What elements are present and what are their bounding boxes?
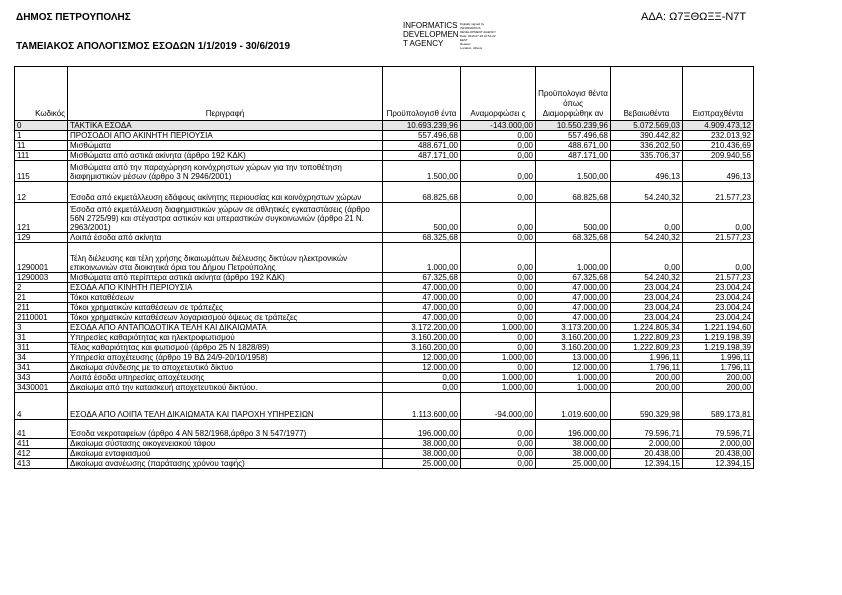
row-amendments: 0,00 <box>461 313 536 323</box>
row-code: 121 <box>15 203 68 233</box>
table-row <box>15 121 754 131</box>
row-amendments: 0,00 <box>461 293 536 303</box>
row-collected: 200,00 <box>683 373 754 383</box>
row-code: 412 <box>15 449 68 459</box>
row-certified: 1.796,11 <box>611 363 683 373</box>
row-certified: 1.222.809,23 <box>611 343 683 353</box>
row-collected: 210.436,69 <box>683 141 754 151</box>
row-final-budget: 1.500,00 <box>536 161 611 182</box>
row-description: Υπηρεσία αποχέτευσης (άρθρο 19 ΒΔ 24/9-20/10/1958) <box>68 353 383 363</box>
row-description: Δικαίωμα σύστασης οικογενειακού τάφου <box>68 439 383 449</box>
revenue-ledger-table <box>14 66 754 469</box>
signature-detail-line: Date: 2019.07.18 10:51:22 <box>460 34 496 38</box>
row-certified: 1.222.809,23 <box>611 333 683 343</box>
row-amendments: 0,00 <box>461 243 536 273</box>
row-certified: 0,00 <box>611 203 683 233</box>
row-code: 12 <box>15 182 68 203</box>
digital-signature-stamp <box>403 22 533 62</box>
row-final-budget: 38.000,00 <box>536 449 611 459</box>
row-amendments: -143.000,00 <box>461 121 536 131</box>
row-amendments: 0,00 <box>461 363 536 373</box>
signature-detail-line: Reason: <box>460 42 472 46</box>
row-budgeted: 68.325,68 <box>383 233 461 243</box>
signature-detail-line: Digitally signed by <box>460 22 485 26</box>
row-final-budget: 500,00 <box>536 203 611 233</box>
table-row <box>15 141 754 151</box>
row-final-budget: 10.550.239,96 <box>536 121 611 131</box>
table-row <box>15 393 754 420</box>
ada-code: ΑΔΑ: Ω7ΞΘΩΞΞ-Ν7Τ <box>641 11 747 23</box>
row-description: Υπηρεσίες καθαριότητας και ηλεκτροφωτισμού <box>68 333 383 343</box>
row-description: Τόκοι χρηματικών καταθέσεων σε τράπεζες <box>68 303 383 313</box>
row-budgeted: 1.113.600,00 <box>383 393 461 420</box>
row-final-budget: 3.173.200,00 <box>536 323 611 333</box>
row-amendments: -94.000,00 <box>461 393 536 420</box>
row-budgeted: 25.000,00 <box>383 459 461 469</box>
row-certified: 54.240,32 <box>611 233 683 243</box>
row-code: 34 <box>15 353 68 363</box>
row-amendments: 0,00 <box>461 182 536 203</box>
row-final-budget: 12.000,00 <box>536 363 611 373</box>
row-description: ΕΣΟΔΑ ΑΠΟ ΑΝΤΑΠΟΔΟΤΙΚΑ ΤΕΛΗ ΚΑΙ ΔΙΚΑΙΩΜΑΤΑ <box>68 323 383 333</box>
row-amendments: 1.000,00 <box>461 373 536 383</box>
table-row <box>15 449 754 459</box>
table-row <box>15 303 754 313</box>
table-row <box>15 233 754 243</box>
table-row <box>15 373 754 383</box>
row-collected: 23.004,24 <box>683 313 754 323</box>
row-code: 41 <box>15 420 68 439</box>
row-certified: 200,00 <box>611 373 683 383</box>
row-budgeted: 47.000,00 <box>383 313 461 323</box>
table-row <box>15 459 754 469</box>
table-row <box>15 243 754 273</box>
row-final-budget: 1.000,00 <box>536 243 611 273</box>
row-final-budget: 196.000,00 <box>536 420 611 439</box>
table-row <box>15 313 754 323</box>
row-collected: 496,13 <box>683 161 754 182</box>
row-final-budget: 47.000,00 <box>536 303 611 313</box>
row-certified: 5.072.569,03 <box>611 121 683 131</box>
row-final-budget: 47.000,00 <box>536 313 611 323</box>
column-header-code: Κωδικός <box>15 67 68 121</box>
row-collected: 1.996,11 <box>683 353 754 363</box>
signature-detail-line: INFORMATICS <box>460 26 481 30</box>
signature-detail-line: Location: Athens <box>460 46 483 50</box>
row-collected: 79.596,71 <box>683 420 754 439</box>
row-description: Λοιπά έσοδα από ακίνητα <box>68 233 383 243</box>
row-amendments: 0,00 <box>461 233 536 243</box>
row-code: 129 <box>15 233 68 243</box>
row-description: Μισθώματα από την παραχώρηση κοινόχρηστων χώρων για την τοποθέτηση διαφημιστικών μέσων (άρθρο 3 Ν 2946/2001) <box>68 161 383 182</box>
row-certified: 2.000,00 <box>611 439 683 449</box>
row-budgeted: 487.171,00 <box>383 151 461 161</box>
organization-name: ΔΗΜΟΣ ΠΕΤΡΟΥΠΟΛΗΣ <box>16 12 131 23</box>
row-amendments: 0,00 <box>461 303 536 313</box>
signature-detail-line: EEST <box>460 38 468 42</box>
row-collected: 4.909.473,12 <box>683 121 754 131</box>
row-code: 413 <box>15 459 68 469</box>
table-row <box>15 182 754 203</box>
row-code: 311 <box>15 343 68 353</box>
row-code: 21 <box>15 293 68 303</box>
row-budgeted: 47.000,00 <box>383 283 461 293</box>
row-budgeted: 38.000,00 <box>383 439 461 449</box>
row-budgeted: 68.825,68 <box>383 182 461 203</box>
row-certified: 390.442,82 <box>611 131 683 141</box>
row-certified: 23.004,24 <box>611 313 683 323</box>
column-header-collected: Εισπραχθέντα <box>683 67 754 121</box>
row-final-budget: 13.000,00 <box>536 353 611 363</box>
row-budgeted: 67.325,68 <box>383 273 461 283</box>
table-row <box>15 363 754 373</box>
row-certified: 1.996,11 <box>611 353 683 363</box>
row-final-budget: 25.000,00 <box>536 459 611 469</box>
row-description: Δικαίωμα σύνδεσης με το αποχετευτικό δίκτυο <box>68 363 383 373</box>
row-amendments: 0,00 <box>461 343 536 353</box>
row-code: 1 <box>15 131 68 141</box>
row-amendments: 0,00 <box>461 131 536 141</box>
row-amendments: 1.000,00 <box>461 353 536 363</box>
table-row <box>15 131 754 141</box>
row-budgeted: 3.160.200,00 <box>383 333 461 343</box>
row-description: ΤΑΚΤΙΚΑ ΕΣΟΔΑ <box>68 121 383 131</box>
row-certified: 79.596,71 <box>611 420 683 439</box>
row-final-budget: 1.000,00 <box>536 373 611 383</box>
row-certified: 23.004,24 <box>611 293 683 303</box>
row-code: 341 <box>15 363 68 373</box>
table-row <box>15 293 754 303</box>
row-certified: 54.240,32 <box>611 182 683 203</box>
row-amendments: 1.000,00 <box>461 383 536 393</box>
row-collected: 21.577,23 <box>683 233 754 243</box>
row-certified: 496,13 <box>611 161 683 182</box>
row-code: 11 <box>15 141 68 151</box>
row-amendments: 0,00 <box>461 161 536 182</box>
row-code: 115 <box>15 161 68 182</box>
row-code: 111 <box>15 151 68 161</box>
row-final-budget: 47.000,00 <box>536 293 611 303</box>
row-budgeted: 488.671,00 <box>383 141 461 151</box>
row-code: 1290001 <box>15 243 68 273</box>
column-header-budgeted: Προϋπολογισθ έντα <box>383 67 461 121</box>
row-collected: 23.004,24 <box>683 283 754 293</box>
table-row <box>15 273 754 283</box>
row-amendments: 0,00 <box>461 333 536 343</box>
table-row <box>15 203 754 233</box>
row-amendments: 0,00 <box>461 420 536 439</box>
row-description: Λοιπά έσοδα υπηρεσίας αποχέτευσης <box>68 373 383 383</box>
row-budgeted: 1.500,00 <box>383 161 461 182</box>
row-budgeted: 3.172.200,00 <box>383 323 461 333</box>
row-collected: 0,00 <box>683 203 754 233</box>
row-code: 2110001 <box>15 313 68 323</box>
table-row <box>15 353 754 363</box>
row-description: Δικαίωμα ανανέωσης (παράτασης χρόνου ταφής) <box>68 459 383 469</box>
row-code: 0 <box>15 121 68 131</box>
row-collected: 23.004,24 <box>683 293 754 303</box>
row-amendments: 0,00 <box>461 439 536 449</box>
row-amendments: 0,00 <box>461 151 536 161</box>
row-budgeted: 3.160.200,00 <box>383 343 461 353</box>
table-header-row <box>15 67 754 121</box>
row-certified: 590.329,98 <box>611 393 683 420</box>
row-description: Μισθώματα από αστικά ακίνητα (άρθρο 192 ΚΔΚ) <box>68 151 383 161</box>
row-certified: 12.394,15 <box>611 459 683 469</box>
row-description: Τόκοι χρηματικών καταθέσεων λογαριασμού όψεως σε τράπεζες <box>68 313 383 323</box>
row-collected: 20.438,00 <box>683 449 754 459</box>
row-certified: 335.706,37 <box>611 151 683 161</box>
row-final-budget: 3.160.200,00 <box>536 343 611 353</box>
row-amendments: 0,00 <box>461 449 536 459</box>
table-row <box>15 323 754 333</box>
row-description: Έσοδα νεκροταφείων (άρθρο 4 ΑΝ 582/1968,άρθρο 3 Ν 547/1977) <box>68 420 383 439</box>
row-code: 31 <box>15 333 68 343</box>
row-final-budget: 68.325,68 <box>536 233 611 243</box>
row-final-budget: 1.019.600,00 <box>536 393 611 420</box>
row-budgeted: 1.000,00 <box>383 243 461 273</box>
row-final-budget: 3.160.200,00 <box>536 333 611 343</box>
row-final-budget: 38.000,00 <box>536 439 611 449</box>
row-budgeted: 0,00 <box>383 383 461 393</box>
row-collected: 1.219.198,39 <box>683 333 754 343</box>
signer-label-line-1: INFORMATICS <box>403 21 458 30</box>
row-certified: 23.004,24 <box>611 303 683 313</box>
table-row <box>15 383 754 393</box>
table-row <box>15 343 754 353</box>
table-row <box>15 283 754 293</box>
row-description: Τέλη διέλευσης και τέλη χρήσης δικαιωμάτων διέλευσης δικτύων ηλεκτρονικών επικοινωνιών στα διοικητικά όρια του Δήμου Πετρούπολης <box>68 243 383 273</box>
row-budgeted: 47.000,00 <box>383 303 461 313</box>
row-final-budget: 68.825,68 <box>536 182 611 203</box>
row-code: 411 <box>15 439 68 449</box>
column-header-description: Περιγραφή <box>68 67 383 121</box>
row-code: 1290003 <box>15 273 68 283</box>
row-code: 211 <box>15 303 68 313</box>
row-collected: 232.013,92 <box>683 131 754 141</box>
row-code: 4 <box>15 393 68 420</box>
row-description: ΠΡΟΣΟΔΟΙ ΑΠΟ ΑΚΙΝΗΤΗ ΠΕΡΙΟΥΣΙΑ <box>68 131 383 141</box>
row-description: Έσοδα από εκμετάλλευση εδάφους ακίνητης περιουσίας και κοινόχρηστων χώρων <box>68 182 383 203</box>
report-title: ΤΑΜΕΙΑΚΟΣ ΑΠΟΛΟΓΙΣΜΟΣ ΕΣΟΔΩΝ 1/1/2019 - 30/6/2019 <box>16 41 291 52</box>
row-budgeted: 47.000,00 <box>383 293 461 303</box>
row-description: Τέλος καθαριότητας και φωτισμού (άρθρο 25 Ν 1828/89) <box>68 343 383 353</box>
row-budgeted: 196.000,00 <box>383 420 461 439</box>
row-budgeted: 12.000,00 <box>383 353 461 363</box>
row-budgeted: 10.693.239,96 <box>383 121 461 131</box>
row-budgeted: 500,00 <box>383 203 461 233</box>
row-certified: 1.224.805,34 <box>611 323 683 333</box>
row-code: 3 <box>15 323 68 333</box>
row-collected: 12.394,15 <box>683 459 754 469</box>
table-row <box>15 333 754 343</box>
row-amendments: 1.000,00 <box>461 323 536 333</box>
row-collected: 200,00 <box>683 383 754 393</box>
row-final-budget: 67.325,68 <box>536 273 611 283</box>
row-budgeted: 557.496,68 <box>383 131 461 141</box>
row-certified: 54.240,32 <box>611 273 683 283</box>
row-description: Δικαίωμα ενταφιασμού <box>68 449 383 459</box>
row-code: 3430001 <box>15 383 68 393</box>
row-code: 343 <box>15 373 68 383</box>
signer-label-line-3: T AGENCY <box>403 39 444 48</box>
table-row <box>15 161 754 182</box>
row-amendments: 0,00 <box>461 141 536 151</box>
row-amendments: 0,00 <box>461 283 536 293</box>
row-collected: 21.577,23 <box>683 182 754 203</box>
row-certified: 336.202,50 <box>611 141 683 151</box>
signer-label-line-2: DEVELOPMEN <box>403 30 459 39</box>
column-header-amendments: Αναμορφώσει ς <box>461 67 536 121</box>
row-description: Μισθώματα από περίπτερα αστικά ακίνητα (άρθρο 192 ΚΔΚ) <box>68 273 383 283</box>
row-budgeted: 38.000,00 <box>383 449 461 459</box>
row-collected: 23.004,24 <box>683 303 754 313</box>
row-collected: 1.221.194,60 <box>683 323 754 333</box>
row-final-budget: 47.000,00 <box>536 283 611 293</box>
signature-details <box>460 22 532 62</box>
row-budgeted: 0,00 <box>383 373 461 383</box>
table-row <box>15 151 754 161</box>
signature-detail-line: DEVELOPMENT AGENCY <box>460 30 496 34</box>
row-description: Μισθώματα <box>68 141 383 151</box>
table-row <box>15 420 754 439</box>
row-certified: 0,00 <box>611 243 683 273</box>
row-collected: 21.577,23 <box>683 273 754 283</box>
row-final-budget: 488.671,00 <box>536 141 611 151</box>
row-final-budget: 557.496,68 <box>536 131 611 141</box>
row-collected: 2.000,00 <box>683 439 754 449</box>
row-description: ΕΣΟΔΑ ΑΠΟ ΛΟΙΠΑ ΤΕΛΗ ΔΙΚΑΙΩΜΑΤΑ ΚΑΙ ΠΑΡΟΧΗ ΥΠΗΡΕΣΙΩΝ <box>68 393 383 420</box>
row-budgeted: 12.000,00 <box>383 363 461 373</box>
row-collected: 0,00 <box>683 243 754 273</box>
column-header-certified: Βεβαιωθέντα <box>611 67 683 121</box>
row-certified: 23.004,24 <box>611 283 683 293</box>
row-collected: 589.173,81 <box>683 393 754 420</box>
row-description: Δικαίωμα από την κατασκευή αποχετευτικού δικτύου. <box>68 383 383 393</box>
row-amendments: 0,00 <box>461 203 536 233</box>
row-description: Έσοδα από εκμετάλλευση διαφημιστικών χώρων σε αθλητικές εγκαταστάσεις (άρθρο 56Ν 2725/99) και στέγαστρα αστικών και υπεραστικών συγκοινωνιών (άρθρο 21 Ν. 2963/2001) <box>68 203 383 233</box>
row-description: ΕΣΟΔΑ ΑΠΟ ΚΙΝΗΤΗ ΠΕΡΙΟΥΣΙΑ <box>68 283 383 293</box>
row-collected: 1.219.198,39 <box>683 343 754 353</box>
row-amendments: 0,00 <box>461 273 536 283</box>
column-header-final-budget: Προϋπολογισ θέντα όπως Διαμορφώθηκ αν <box>536 67 611 121</box>
row-certified: 200,00 <box>611 383 683 393</box>
row-certified: 20.438,00 <box>611 449 683 459</box>
row-final-budget: 1.000,00 <box>536 383 611 393</box>
row-code: 2 <box>15 283 68 293</box>
table-row <box>15 439 754 449</box>
row-amendments: 0,00 <box>461 459 536 469</box>
row-final-budget: 487.171,00 <box>536 151 611 161</box>
row-collected: 1.796,11 <box>683 363 754 373</box>
row-description: Τόκοι καταθέσεων <box>68 293 383 303</box>
row-collected: 209.940,56 <box>683 151 754 161</box>
